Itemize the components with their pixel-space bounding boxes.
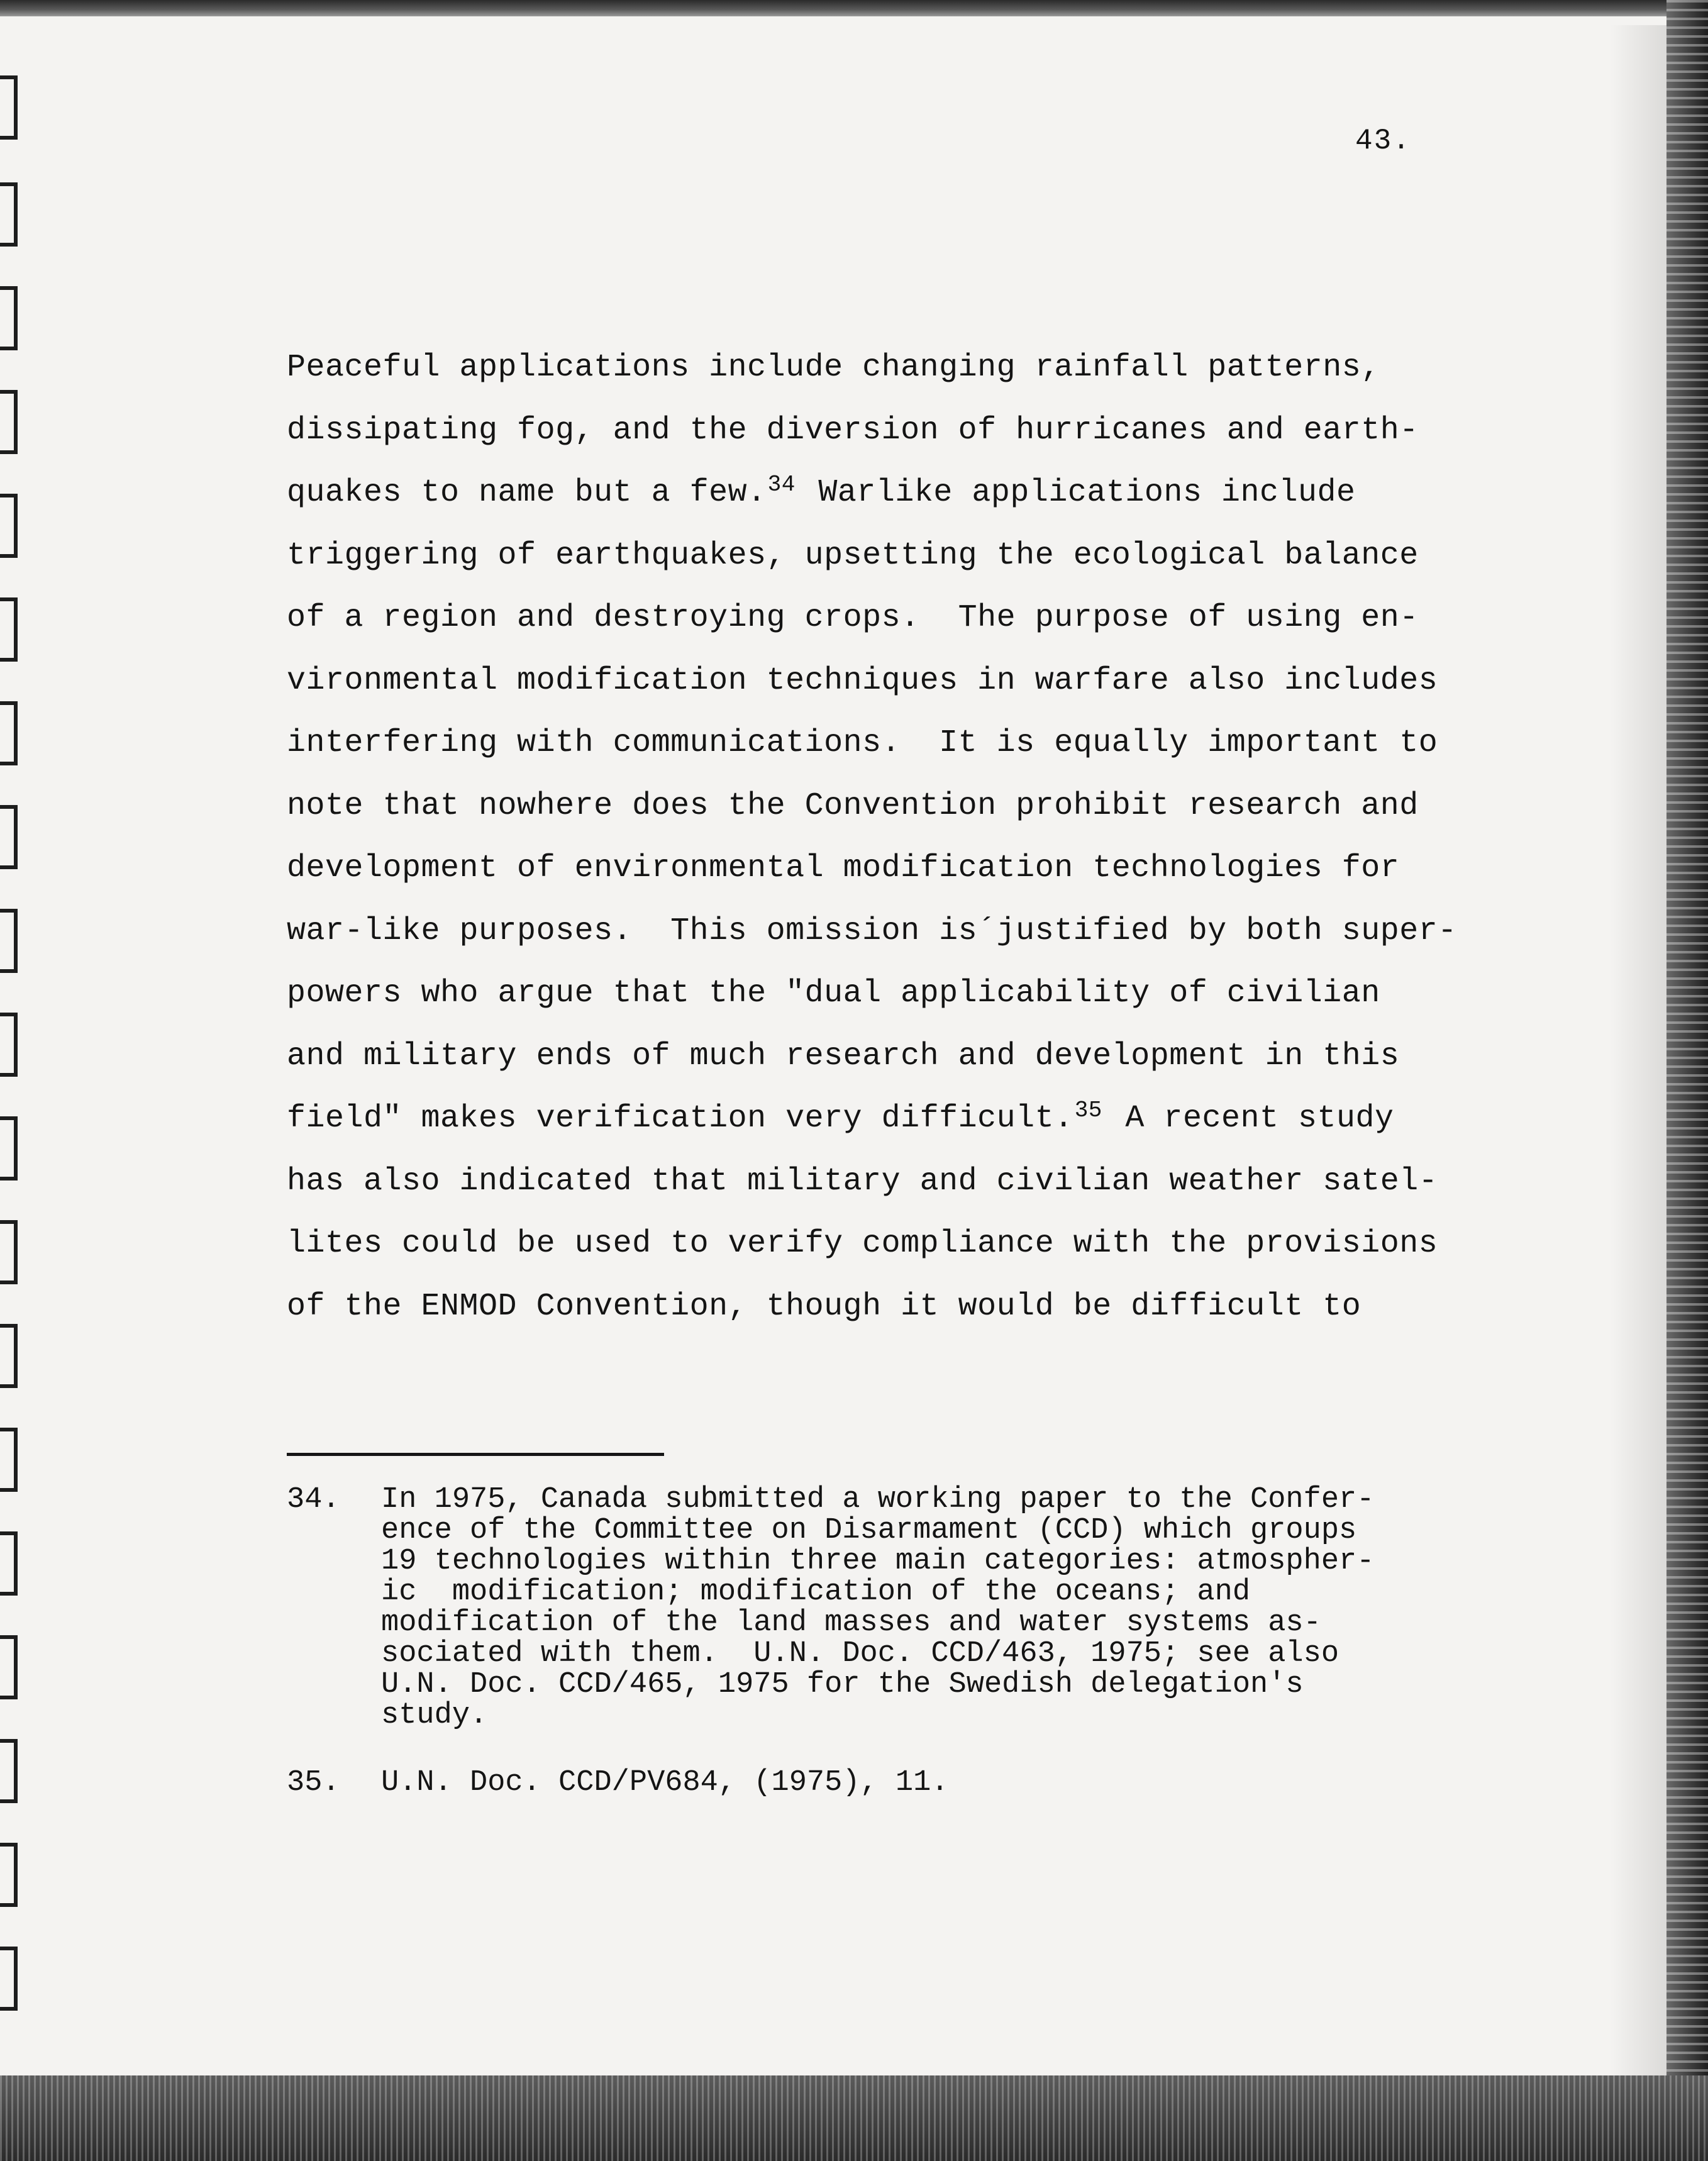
body-line: and military ends of much research and development in this [287,1038,1400,1074]
body-line: note that nowhere does the Convention prohibit research and [287,787,1419,824]
footnote-text [381,1484,1374,1731]
footnote-line: In 1975, Canada submitted a working paper to the Confer- [381,1483,1375,1516]
body-line: dissipating fog, and the diversion of hurricanes and earth- [287,412,1419,448]
footnote-line: U.N. Doc. CCD/PV684, (1975), 11. [381,1766,949,1799]
binding-hole [0,182,18,247]
binding-hole [0,805,18,869]
binding-hole [0,1116,18,1180]
binding-hole [0,909,18,973]
body-line: of a region and destroying crops. The purpose of using en- [287,600,1419,636]
binding-hole [0,1013,18,1077]
body-line: triggering of earthquakes, upsetting the ecological balance [287,537,1419,574]
footnote-line: modification of the land masses and water systems as- [381,1606,1321,1640]
footnote-number: 35. [287,1766,340,1799]
body-line-text: quakes to name but a few. [287,475,767,511]
binding-hole [0,1635,18,1699]
footnote-line: ence of the Committee on Disarmament (CCD) which groups [381,1514,1357,1547]
footnote-text [381,1767,949,1798]
body-line: powers who argue that the "dual applicability of civilian [287,975,1380,1011]
footnote-line: sociated with them. U.N. Doc. CCD/463, 1975; see also [381,1637,1339,1670]
footnote-separator [287,1453,664,1456]
binding-hole [0,1324,18,1388]
body-line: interfering with communications. It is equally important to [287,725,1438,761]
body-line: has also indicated that military and civilian weather satel- [287,1163,1438,1199]
binding-hole [0,390,18,454]
binding-hole [0,1531,18,1596]
footnote-number: 34. [287,1483,340,1516]
binding-hole [0,1947,18,2011]
footnote-reference-34: 34 [767,472,796,497]
body-line: of the ENMOD Convention, though it would be difficult to [287,1288,1361,1325]
binding-holes [0,63,25,2075]
scan-edge-top [0,0,1708,16]
scan-edge-bottom [0,2075,1708,2161]
binding-hole [0,494,18,558]
footnote-reference-35: 35 [1074,1097,1102,1123]
binding-hole [0,1220,18,1284]
body-line-text: field" makes verification very difficult. [287,1101,1073,1136]
footnote-line: U.N. Doc. CCD/465, 1975 for the Swedish delegation's [381,1668,1304,1701]
body-line [287,472,1633,540]
body-line [287,1097,1633,1166]
binding-hole [0,286,18,350]
footnote-line: 19 technologies within three main categories: atmospher- [381,1545,1375,1578]
body-line-text: A recent study [1106,1101,1394,1136]
body-line: war-like purposes. This omission is´justified by both super- [287,913,1457,949]
page-number: 43. [1355,125,1411,157]
footnote-line: ic modification; modification of the oceans; and [381,1575,1251,1609]
binding-hole [0,1739,18,1803]
scan-edge-right [1666,0,1708,2161]
body-line: development of environmental modification technologies for [287,850,1400,886]
body-text [287,352,1633,1353]
body-line-text: Warlike applications include [799,475,1356,511]
binding-hole [0,1428,18,1492]
body-line: Peaceful applications include changing rainfall patterns, [287,350,1380,386]
body-line: vironmental modification techniques in warfare also includes [287,662,1438,699]
binding-hole [0,597,18,662]
binding-hole [0,1843,18,1907]
footnote-line: study. [381,1699,488,1732]
binding-hole [0,701,18,765]
body-line: lites could be used to verify compliance with the provisions [287,1226,1438,1262]
binding-hole [0,75,18,140]
